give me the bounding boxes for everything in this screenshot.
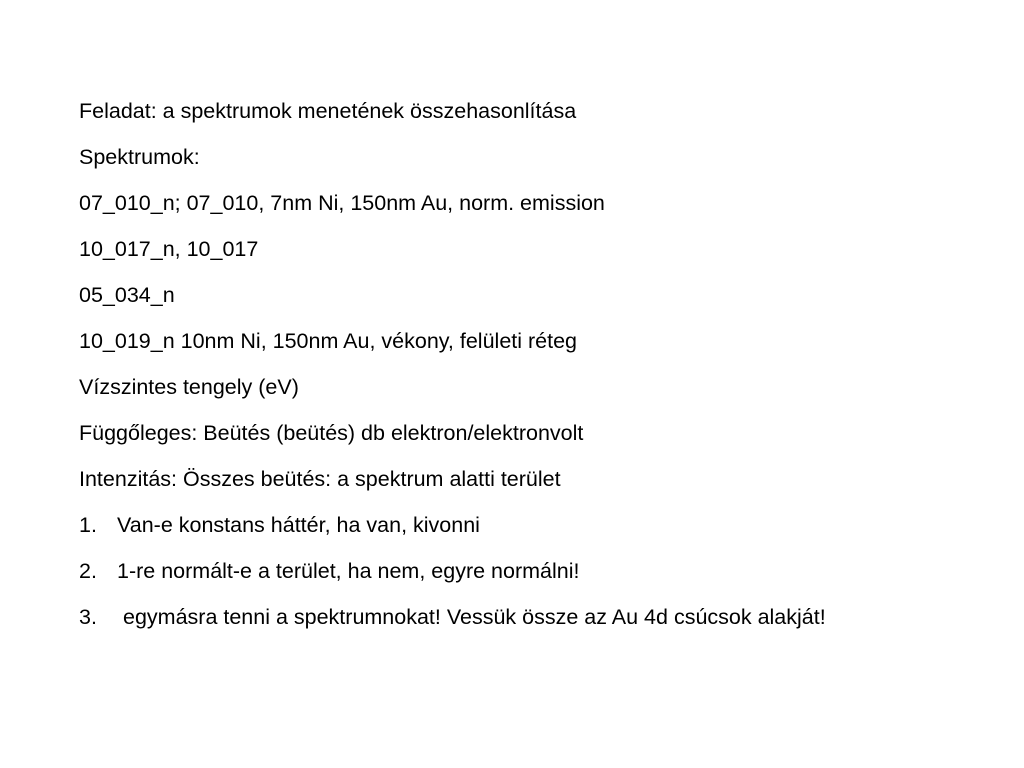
step-1 [79, 513, 999, 538]
step-number: 1. [79, 513, 97, 537]
step-number: 3. [79, 605, 97, 629]
task-heading: Feladat: a spektrumok menetének összehasonlítása [79, 99, 577, 123]
step-number: 2. [79, 559, 97, 583]
spectrum-item-2: 10_017_n, 10_017 [79, 237, 259, 261]
spectra-label: Spektrumok: [79, 145, 200, 169]
spectrum-item-4: 10_019_n 10nm Ni, 150nm Au, vékony, felületi réteg [79, 329, 578, 353]
vertical-axis-note: Függőleges: Beütés (beütés) db elektron/elektronvolt [79, 421, 584, 445]
slide-content [79, 99, 999, 651]
step-text: egymásra tenni a spektrumnokat! Vessük össze az Au 4d csúcsok alakját! [123, 605, 826, 629]
horizontal-axis-note: Vízszintes tengely (eV) [79, 375, 299, 399]
spectrum-item-3: 05_034_n [79, 283, 175, 307]
step-text: 1-re normált-e a terület, ha nem, egyre normálni! [117, 559, 580, 583]
step-3 [79, 605, 999, 630]
step-2 [79, 559, 999, 584]
spectrum-item-1: 07_010_n; 07_010, 7nm Ni, 150nm Au, norm. emission [79, 191, 605, 215]
step-text: Van-e konstans háttér, ha van, kivonni [117, 513, 480, 537]
intensity-note: Intenzitás: Összes beütés: a spektrum alatti terület [79, 467, 561, 491]
